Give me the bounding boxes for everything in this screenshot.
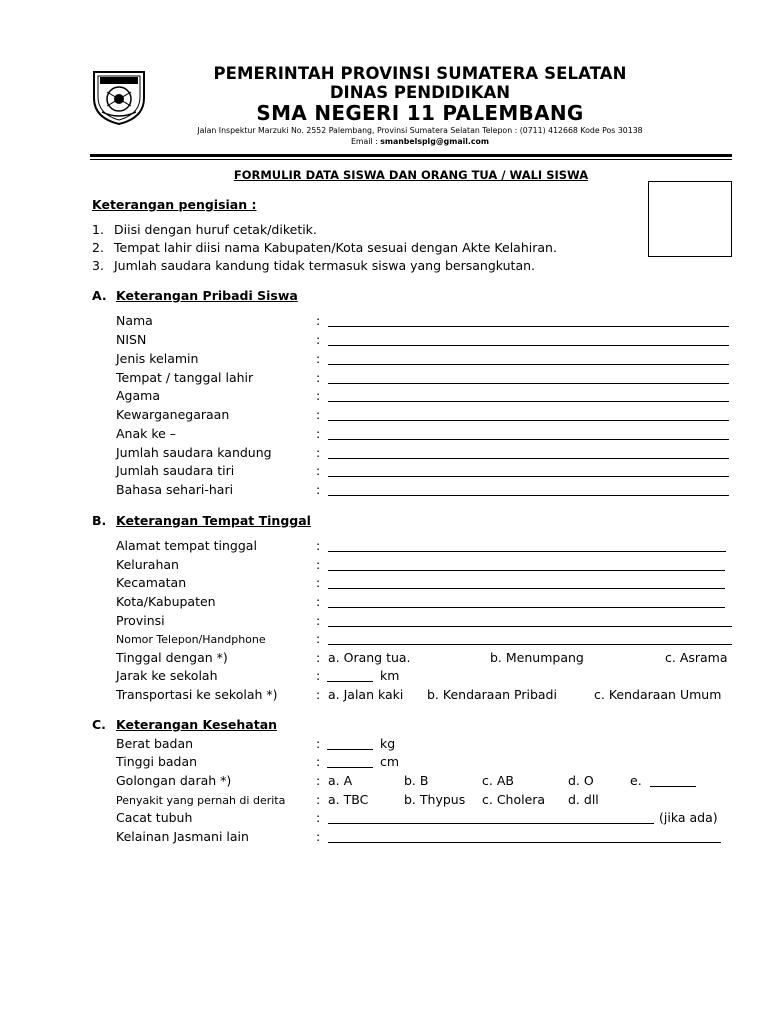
option-orang-tua[interactable]: a. Orang tua. bbox=[328, 650, 411, 665]
field-label: Bahasa sehari-hari bbox=[116, 482, 234, 497]
fill-line[interactable] bbox=[328, 326, 729, 327]
field-row-tempat-tanggal-lahir: Tempat / tanggal lahir : bbox=[0, 370, 768, 389]
fill-line[interactable] bbox=[328, 383, 729, 384]
field-label: Nomor Telepon/Handphone bbox=[116, 633, 266, 646]
field-label: Kelurahan bbox=[116, 557, 179, 572]
fill-line[interactable] bbox=[328, 401, 729, 402]
field-row-telepon: Nomor Telepon/Handphone : bbox=[0, 631, 768, 650]
option-tbc[interactable]: a. TBC bbox=[328, 792, 369, 807]
header-address: Jalan Inspektur Marzuki No. 2552 Palembang, Provinsi Sumatera Selatan Telepon : (0711) 412668 Kode Pos 30138 bbox=[197, 126, 643, 135]
section-c-letter: C. bbox=[92, 717, 106, 732]
field-label: Golongan darah *) bbox=[116, 773, 232, 788]
option-darah-b[interactable]: b. B bbox=[404, 773, 429, 788]
fill-line[interactable] bbox=[328, 607, 725, 608]
option-asrama[interactable]: c. Asrama bbox=[665, 650, 728, 665]
field-label: Berat badan bbox=[116, 736, 194, 751]
header-rule-thick bbox=[90, 154, 732, 157]
fill-line[interactable] bbox=[328, 364, 729, 365]
header-rule-thin bbox=[90, 159, 732, 160]
field-row-anak-ke: Anak ke – : bbox=[0, 426, 768, 445]
field-label: Tempat / tanggal lahir bbox=[116, 370, 254, 385]
option-menumpang[interactable]: b. Menumpang bbox=[490, 650, 584, 665]
field-label: Agama bbox=[116, 388, 160, 403]
field-row-golongan-darah: Golongan darah *) : a. A b. B c. AB d. O e. bbox=[0, 773, 768, 792]
option-darah-ab[interactable]: c. AB bbox=[482, 773, 514, 788]
fill-line[interactable] bbox=[328, 588, 725, 589]
field-row-transportasi: Transportasi ke sekolah *) : a. Jalan kaki b. Kendaraan Pribadi c. Kendaraan Umum bbox=[116, 687, 722, 702]
field-label: Anak ke – bbox=[116, 426, 177, 441]
field-row-bahasa: Bahasa sehari-hari : bbox=[0, 482, 768, 501]
instruction-item: 3. Jumlah saudara kandung tidak termasuk siswa yang bersangkutan. bbox=[92, 258, 536, 273]
field-label: Jumlah saudara kandung bbox=[116, 445, 272, 460]
field-row-kota: Kota/Kabupaten : bbox=[0, 594, 768, 613]
field-label: Provinsi bbox=[116, 613, 165, 628]
instructions-title: Keterangan pengisian : bbox=[92, 197, 257, 212]
option-cholera[interactable]: c. Cholera bbox=[482, 792, 546, 807]
fill-line[interactable] bbox=[328, 823, 654, 824]
option-kendaraan-pribadi[interactable]: b. Kendaraan Pribadi bbox=[427, 687, 557, 702]
field-row-kelurahan: Kelurahan : bbox=[0, 557, 768, 576]
unit-kg: kg bbox=[380, 736, 396, 751]
fill-line[interactable] bbox=[328, 570, 725, 571]
email-label: Email : bbox=[351, 137, 381, 146]
section-a-letter: A. bbox=[92, 288, 107, 303]
unit-cm: cm bbox=[380, 754, 400, 769]
email-address: smanbelsplg@gmail.com bbox=[380, 137, 489, 146]
instruction-item: 2. Tempat lahir diisi nama Kabupaten/Kota sesuai dengan Akte Kelahiran. bbox=[92, 240, 557, 255]
field-label: Nama bbox=[116, 313, 153, 328]
fill-line[interactable] bbox=[328, 476, 729, 477]
unit-km: km bbox=[380, 668, 400, 683]
field-label: Transportasi ke sekolah *) bbox=[116, 687, 278, 702]
fill-line[interactable] bbox=[650, 786, 696, 787]
field-row-nisn: NISN : bbox=[0, 332, 768, 351]
field-label: Cacat tubuh bbox=[116, 810, 193, 825]
field-label: Alamat tempat tinggal bbox=[116, 538, 257, 553]
header-school-name: SMA NEGERI 11 PALEMBANG bbox=[256, 101, 584, 125]
option-jalan-kaki[interactable]: a. Jalan kaki bbox=[328, 687, 404, 702]
field-row-saudara-tiri: Jumlah saudara tiri : bbox=[0, 463, 768, 482]
field-row-kewarganegaraan: Kewarganegaraan : bbox=[0, 407, 768, 426]
field-row-cacat: Cacat tubuh : (jika ada) bbox=[116, 810, 718, 825]
field-label: Tinggi badan bbox=[116, 754, 198, 769]
fill-line[interactable] bbox=[328, 439, 729, 440]
option-darah-a[interactable]: a. A bbox=[328, 773, 353, 788]
fill-line[interactable] bbox=[328, 842, 721, 843]
field-label: Penyakit yang pernah di derita bbox=[116, 794, 286, 807]
field-row-kecamatan: Kecamatan : bbox=[0, 575, 768, 594]
fill-line[interactable] bbox=[328, 458, 729, 459]
option-thypus[interactable]: b. Thypus bbox=[404, 792, 466, 807]
section-a-title: Keterangan Pribadi Siswa bbox=[116, 288, 298, 303]
fill-line[interactable] bbox=[327, 767, 373, 768]
fill-line[interactable] bbox=[327, 681, 373, 682]
fill-line[interactable] bbox=[328, 551, 726, 552]
field-row-jarak: Jarak ke sekolah : km bbox=[116, 668, 400, 683]
section-b-title: Keterangan Tempat Tinggal bbox=[116, 513, 311, 528]
fill-line[interactable] bbox=[328, 495, 729, 496]
province-logo bbox=[88, 64, 150, 126]
field-row-nama: Nama : bbox=[0, 313, 768, 332]
fill-line[interactable] bbox=[328, 345, 729, 346]
form-title: FORMULIR DATA SISWA DAN ORANG TUA / WALI SISWA bbox=[233, 168, 589, 182]
field-row-kelainan: Kelainan Jasmani lain : bbox=[0, 829, 768, 848]
field-label: Tinggal dengan *) bbox=[116, 650, 228, 665]
field-row-tinggi: Tinggi badan : cm bbox=[116, 754, 400, 769]
field-row-agama: Agama : bbox=[0, 388, 768, 407]
fill-line[interactable] bbox=[328, 644, 732, 645]
fill-line[interactable] bbox=[327, 749, 373, 750]
field-row-jenis-kelamin: Jenis kelamin : bbox=[0, 351, 768, 370]
section-c-title: Keterangan Kesehatan bbox=[116, 717, 278, 732]
option-darah-e[interactable]: e. bbox=[630, 773, 642, 788]
field-row-penyakit: Penyakit yang pernah di derita : a. TBC b. Thypus c. Cholera d. dll bbox=[116, 792, 599, 807]
section-b-letter: B. bbox=[92, 513, 107, 528]
header-government: PEMERINTAH PROVINSI SUMATERA SELATAN bbox=[213, 64, 627, 83]
field-label: Kelainan Jasmani lain bbox=[116, 829, 249, 844]
header-email bbox=[150, 137, 690, 146]
field-label: Jumlah saudara tiri bbox=[116, 463, 235, 478]
field-row-alamat: Alamat tempat tinggal : bbox=[0, 538, 768, 557]
photo-box bbox=[648, 181, 732, 257]
fill-line[interactable] bbox=[328, 420, 729, 421]
field-label: Kewarganegaraan bbox=[116, 407, 230, 422]
field-row-saudara-kandung: Jumlah saudara kandung : bbox=[0, 445, 768, 464]
field-row-tinggal-dengan: Tinggal dengan *) : a. Orang tua. b. Menumpang c. Asrama bbox=[116, 650, 728, 665]
field-row-provinsi: Provinsi : bbox=[0, 613, 768, 632]
field-label: Kota/Kabupaten bbox=[116, 594, 216, 609]
field-label: NISN bbox=[116, 332, 147, 347]
option-dll[interactable]: d. dll bbox=[568, 792, 599, 807]
header-department: DINAS PENDIDIKAN bbox=[329, 83, 511, 102]
field-row-berat: Berat badan : kg bbox=[116, 736, 396, 751]
fill-line[interactable] bbox=[328, 626, 732, 627]
field-label: Jarak ke sekolah bbox=[116, 668, 218, 683]
option-kendaraan-umum[interactable]: c. Kendaraan Umum bbox=[594, 687, 722, 702]
instruction-item: 1. Diisi dengan huruf cetak/diketik. bbox=[92, 222, 317, 237]
jika-ada-note: (jika ada) bbox=[659, 810, 718, 825]
field-label: Kecamatan bbox=[116, 575, 187, 590]
field-label: Jenis kelamin bbox=[116, 351, 199, 366]
option-darah-o[interactable]: d. O bbox=[568, 773, 594, 788]
